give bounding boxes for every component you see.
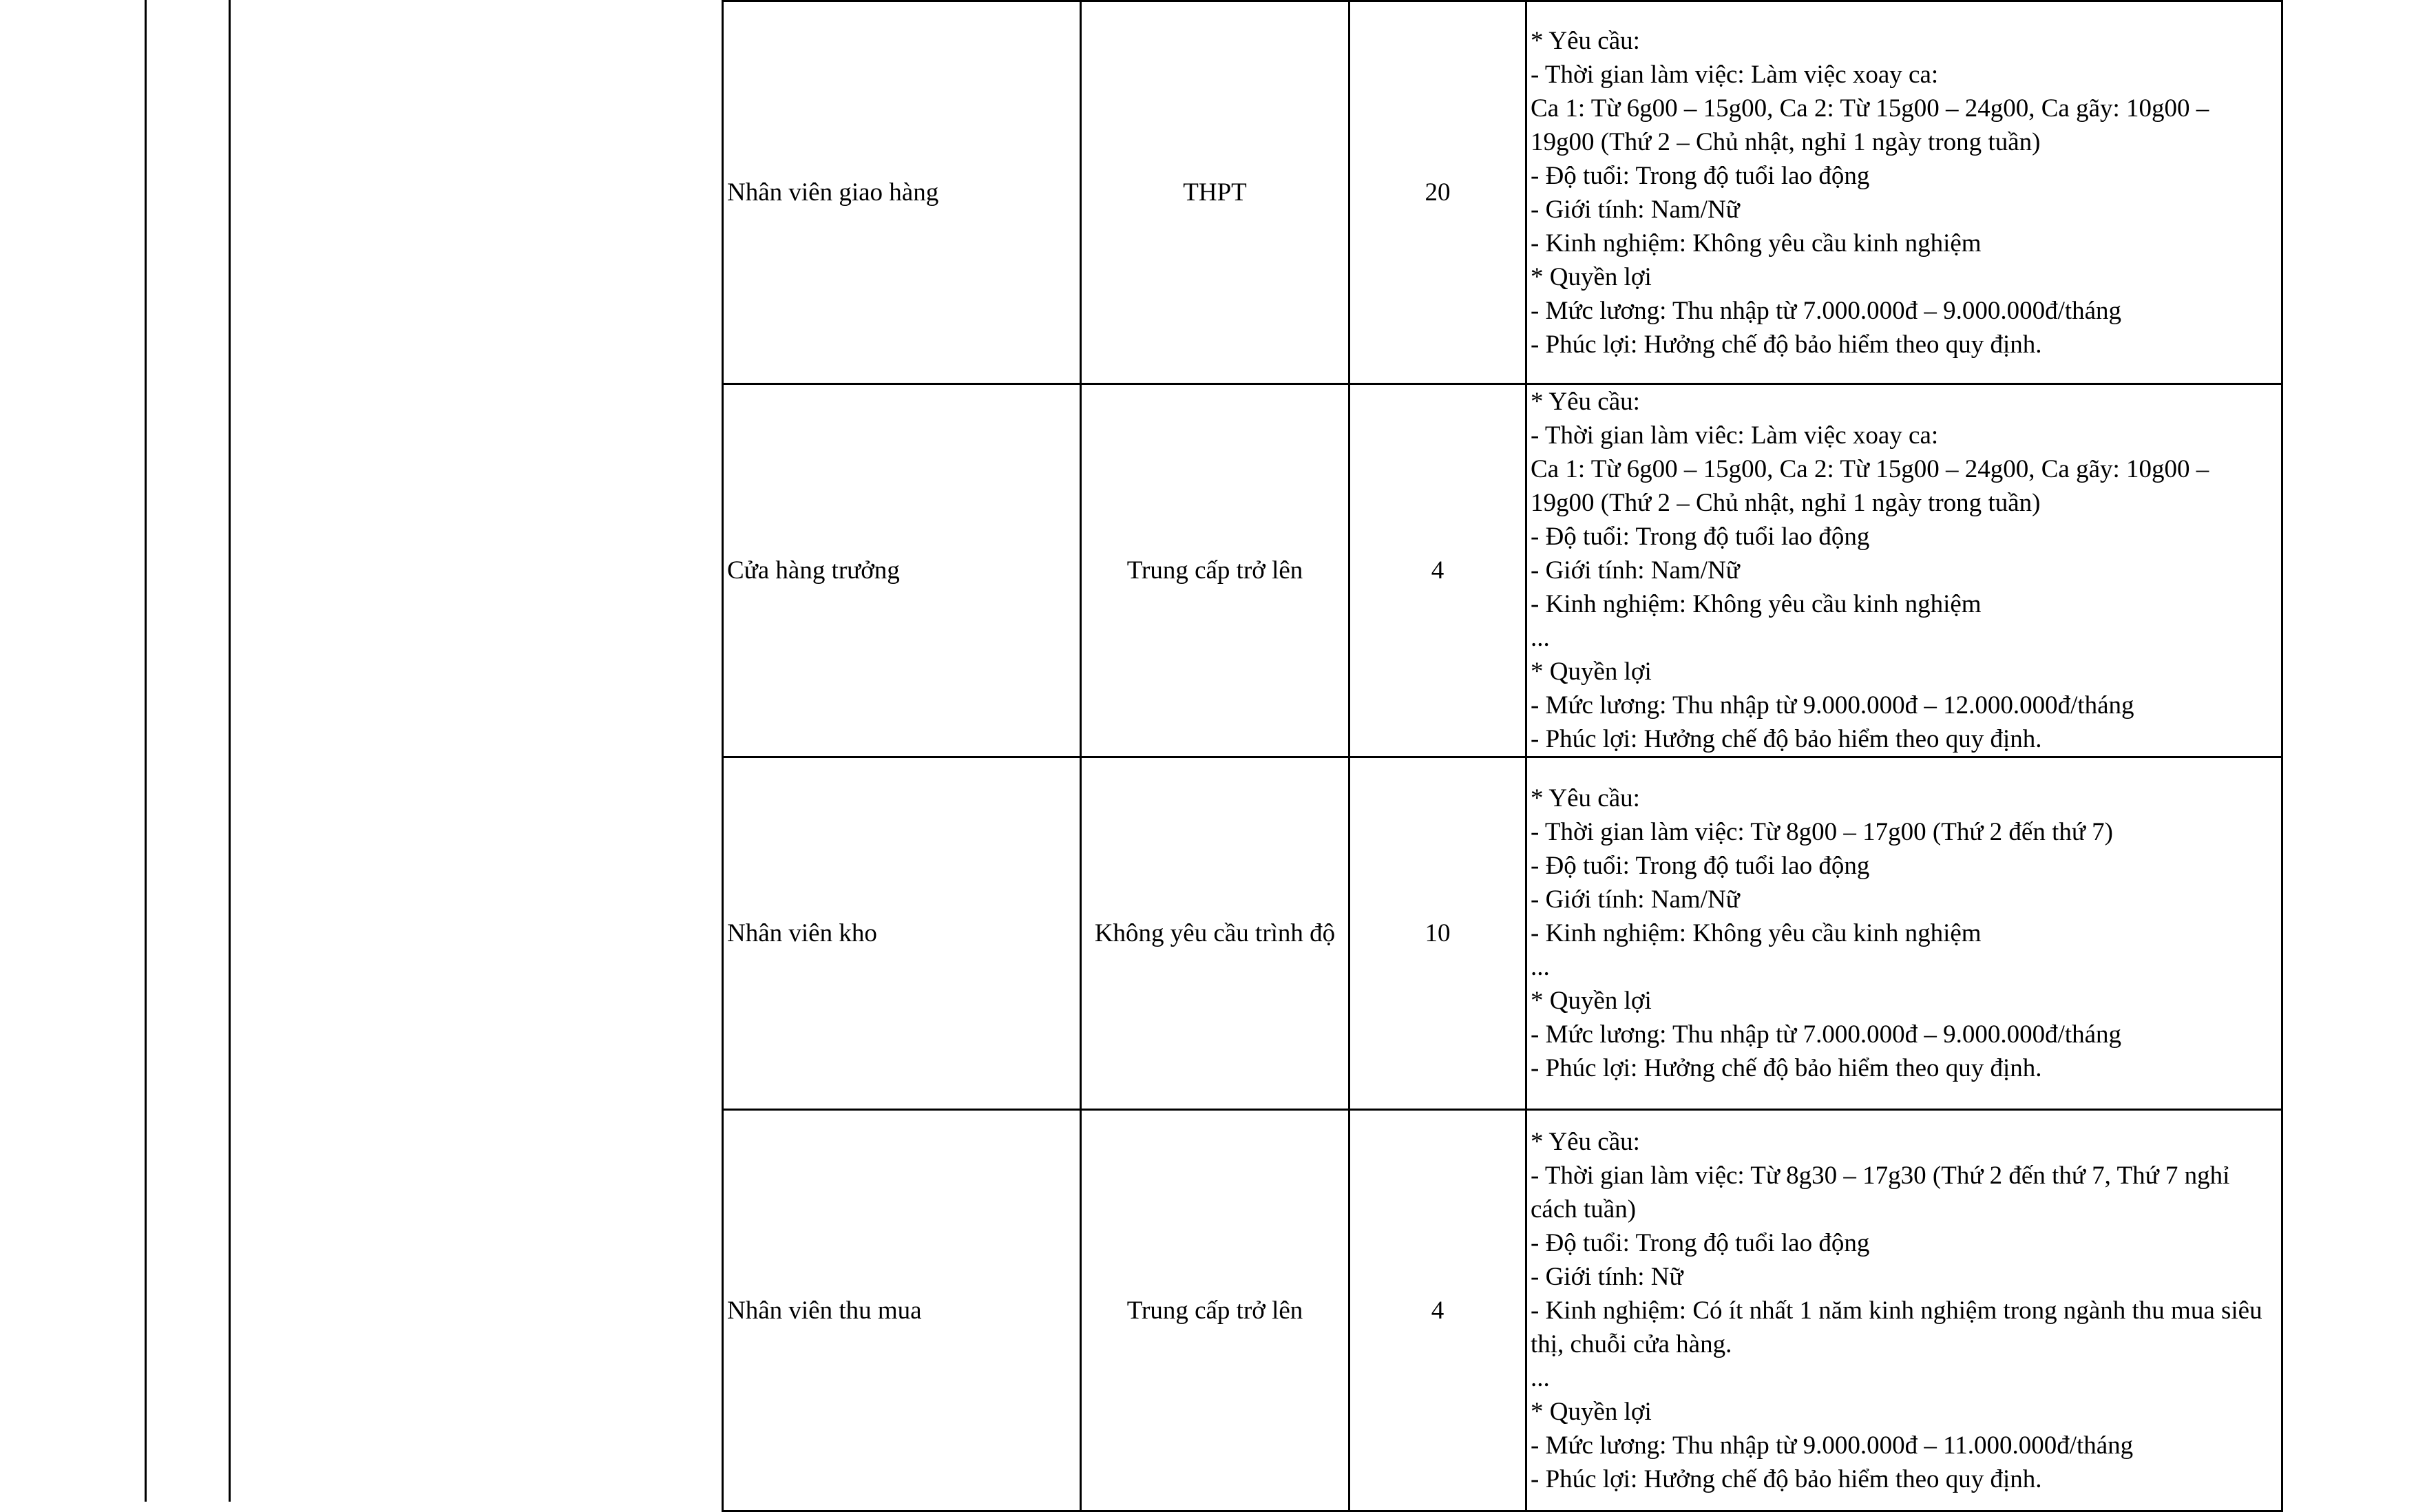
- detail-line: - Thời gian làm việc: Từ 8g00 – 17g00 (Thứ 2 đến thứ 7): [1531, 818, 2113, 846]
- job-education: Trung cấp trở lên: [1081, 384, 1349, 757]
- detail-line: - Giới tính: Nam/Nữ: [1531, 556, 1740, 585]
- left-border-line: [145, 0, 147, 1502]
- detail-line: * Yêu cầu:: [1531, 784, 1640, 812]
- job-details: [1526, 757, 2282, 1110]
- detail-line: Ca 1: Từ 6g00 – 15g00, Ca 2: Từ 15g00 – 24g00, Ca gãy: 10g00 – 19g00 (Thứ 2 – Chủ nhật, nghỉ 1 ngày trong tuần): [1531, 94, 2209, 156]
- detail-line: * Yêu cầu:: [1531, 26, 1640, 55]
- job-position: Nhân viên kho: [723, 757, 1081, 1110]
- job-details: [1526, 1, 2282, 384]
- detail-line: - Kinh nghiệm: Không yêu cầu kinh nghiệm: [1531, 919, 1982, 947]
- detail-line: - Mức lương: Thu nhập từ 9.000.000đ – 12.000.000đ/tháng: [1531, 691, 2134, 720]
- table-row: [723, 1110, 2282, 1511]
- detail-line: - Mức lương: Thu nhập từ 9.000.000đ – 11.000.000đ/tháng: [1531, 1431, 2134, 1460]
- job-table: [722, 0, 2283, 1512]
- job-quantity: 10: [1349, 757, 1526, 1110]
- detail-line: - Giới tính: Nam/Nữ: [1531, 195, 1740, 224]
- detail-line: - Giới tính: Nam/Nữ: [1531, 885, 1740, 914]
- job-education: Không yêu cầu trình độ: [1081, 757, 1349, 1110]
- detail-line: * Yêu cầu:: [1531, 388, 1640, 416]
- job-quantity: 20: [1349, 1, 1526, 384]
- detail-line: * Quyền lợi: [1531, 987, 1652, 1015]
- job-quantity: 4: [1349, 1110, 1526, 1511]
- detail-line: * Quyền lợi: [1531, 262, 1652, 291]
- detail-line: Ca 1: Từ 6g00 – 15g00, Ca 2: Từ 15g00 – 24g00, Ca gãy: 10g00 – 19g00 (Thứ 2 – Chủ nhật, nghỉ 1 ngày trong tuần): [1531, 455, 2209, 517]
- detail-line: - Phúc lợi: Hưởng chế độ bảo hiểm theo quy định.: [1531, 1054, 2042, 1082]
- detail-line: - Mức lương: Thu nhập từ 7.000.000đ – 9.000.000đ/tháng: [1531, 1020, 2122, 1049]
- detail-line: ...: [1531, 953, 1550, 981]
- detail-line: - Độ tuổi: Trong độ tuổi lao động: [1531, 1228, 1870, 1257]
- second-border-line: [229, 0, 231, 1502]
- detail-line: * Quyền lợi: [1531, 658, 1652, 686]
- detail-line: - Phúc lợi: Hưởng chế độ bảo hiểm theo quy định.: [1531, 725, 2042, 753]
- job-details: [1526, 384, 2282, 757]
- detail-line: - Độ tuổi: Trong độ tuổi lao động: [1531, 523, 1870, 551]
- detail-line: - Kinh nghiệm: Có ít nhất 1 năm kinh nghiệm trong ngành thu mua siêu thị, chuỗi cửa hàng.: [1531, 1296, 2262, 1358]
- job-details: [1526, 1110, 2282, 1511]
- detail-line: * Quyền lợi: [1531, 1397, 1652, 1426]
- job-education: Trung cấp trở lên: [1081, 1110, 1349, 1511]
- detail-line: - Mức lương: Thu nhập từ 7.000.000đ – 9.000.000đ/tháng: [1531, 296, 2122, 325]
- job-quantity: 4: [1349, 384, 1526, 757]
- table-row: [723, 757, 2282, 1110]
- detail-line: ...: [1531, 624, 1550, 652]
- job-education: THPT: [1081, 1, 1349, 384]
- detail-line: ...: [1531, 1363, 1550, 1392]
- table-row: [723, 1, 2282, 384]
- detail-line: - Thời gian làm việc: Từ 8g30 – 17g30 (Thứ 2 đến thứ 7, Thứ 7 nghỉ cách tuần): [1531, 1161, 2230, 1224]
- detail-line: - Phúc lợi: Hưởng chế độ bảo hiểm theo quy định.: [1531, 330, 2042, 359]
- detail-line: - Phúc lợi: Hưởng chế độ bảo hiểm theo quy định.: [1531, 1464, 2042, 1493]
- table-row: [723, 384, 2282, 757]
- detail-line: - Thời gian làm việc: Làm việc xoay ca:: [1531, 60, 1939, 89]
- detail-line: - Độ tuổi: Trong độ tuổi lao động: [1531, 161, 1870, 190]
- detail-line: - Giới tính: Nữ: [1531, 1262, 1683, 1291]
- job-position: Nhân viên thu mua: [723, 1110, 1081, 1511]
- detail-line: * Yêu cầu:: [1531, 1127, 1640, 1156]
- detail-line: - Thời gian làm viêc: Làm việc xoay ca:: [1531, 421, 1939, 450]
- detail-line: - Kinh nghiệm: Không yêu cầu kinh nghiệm: [1531, 590, 1982, 618]
- detail-line: - Độ tuổi: Trong độ tuổi lao động: [1531, 852, 1870, 880]
- job-position: Cửa hàng trưởng: [723, 384, 1081, 757]
- detail-line: - Kinh nghiệm: Không yêu cầu kinh nghiệm: [1531, 229, 1982, 258]
- job-position: Nhân viên giao hàng: [723, 1, 1081, 384]
